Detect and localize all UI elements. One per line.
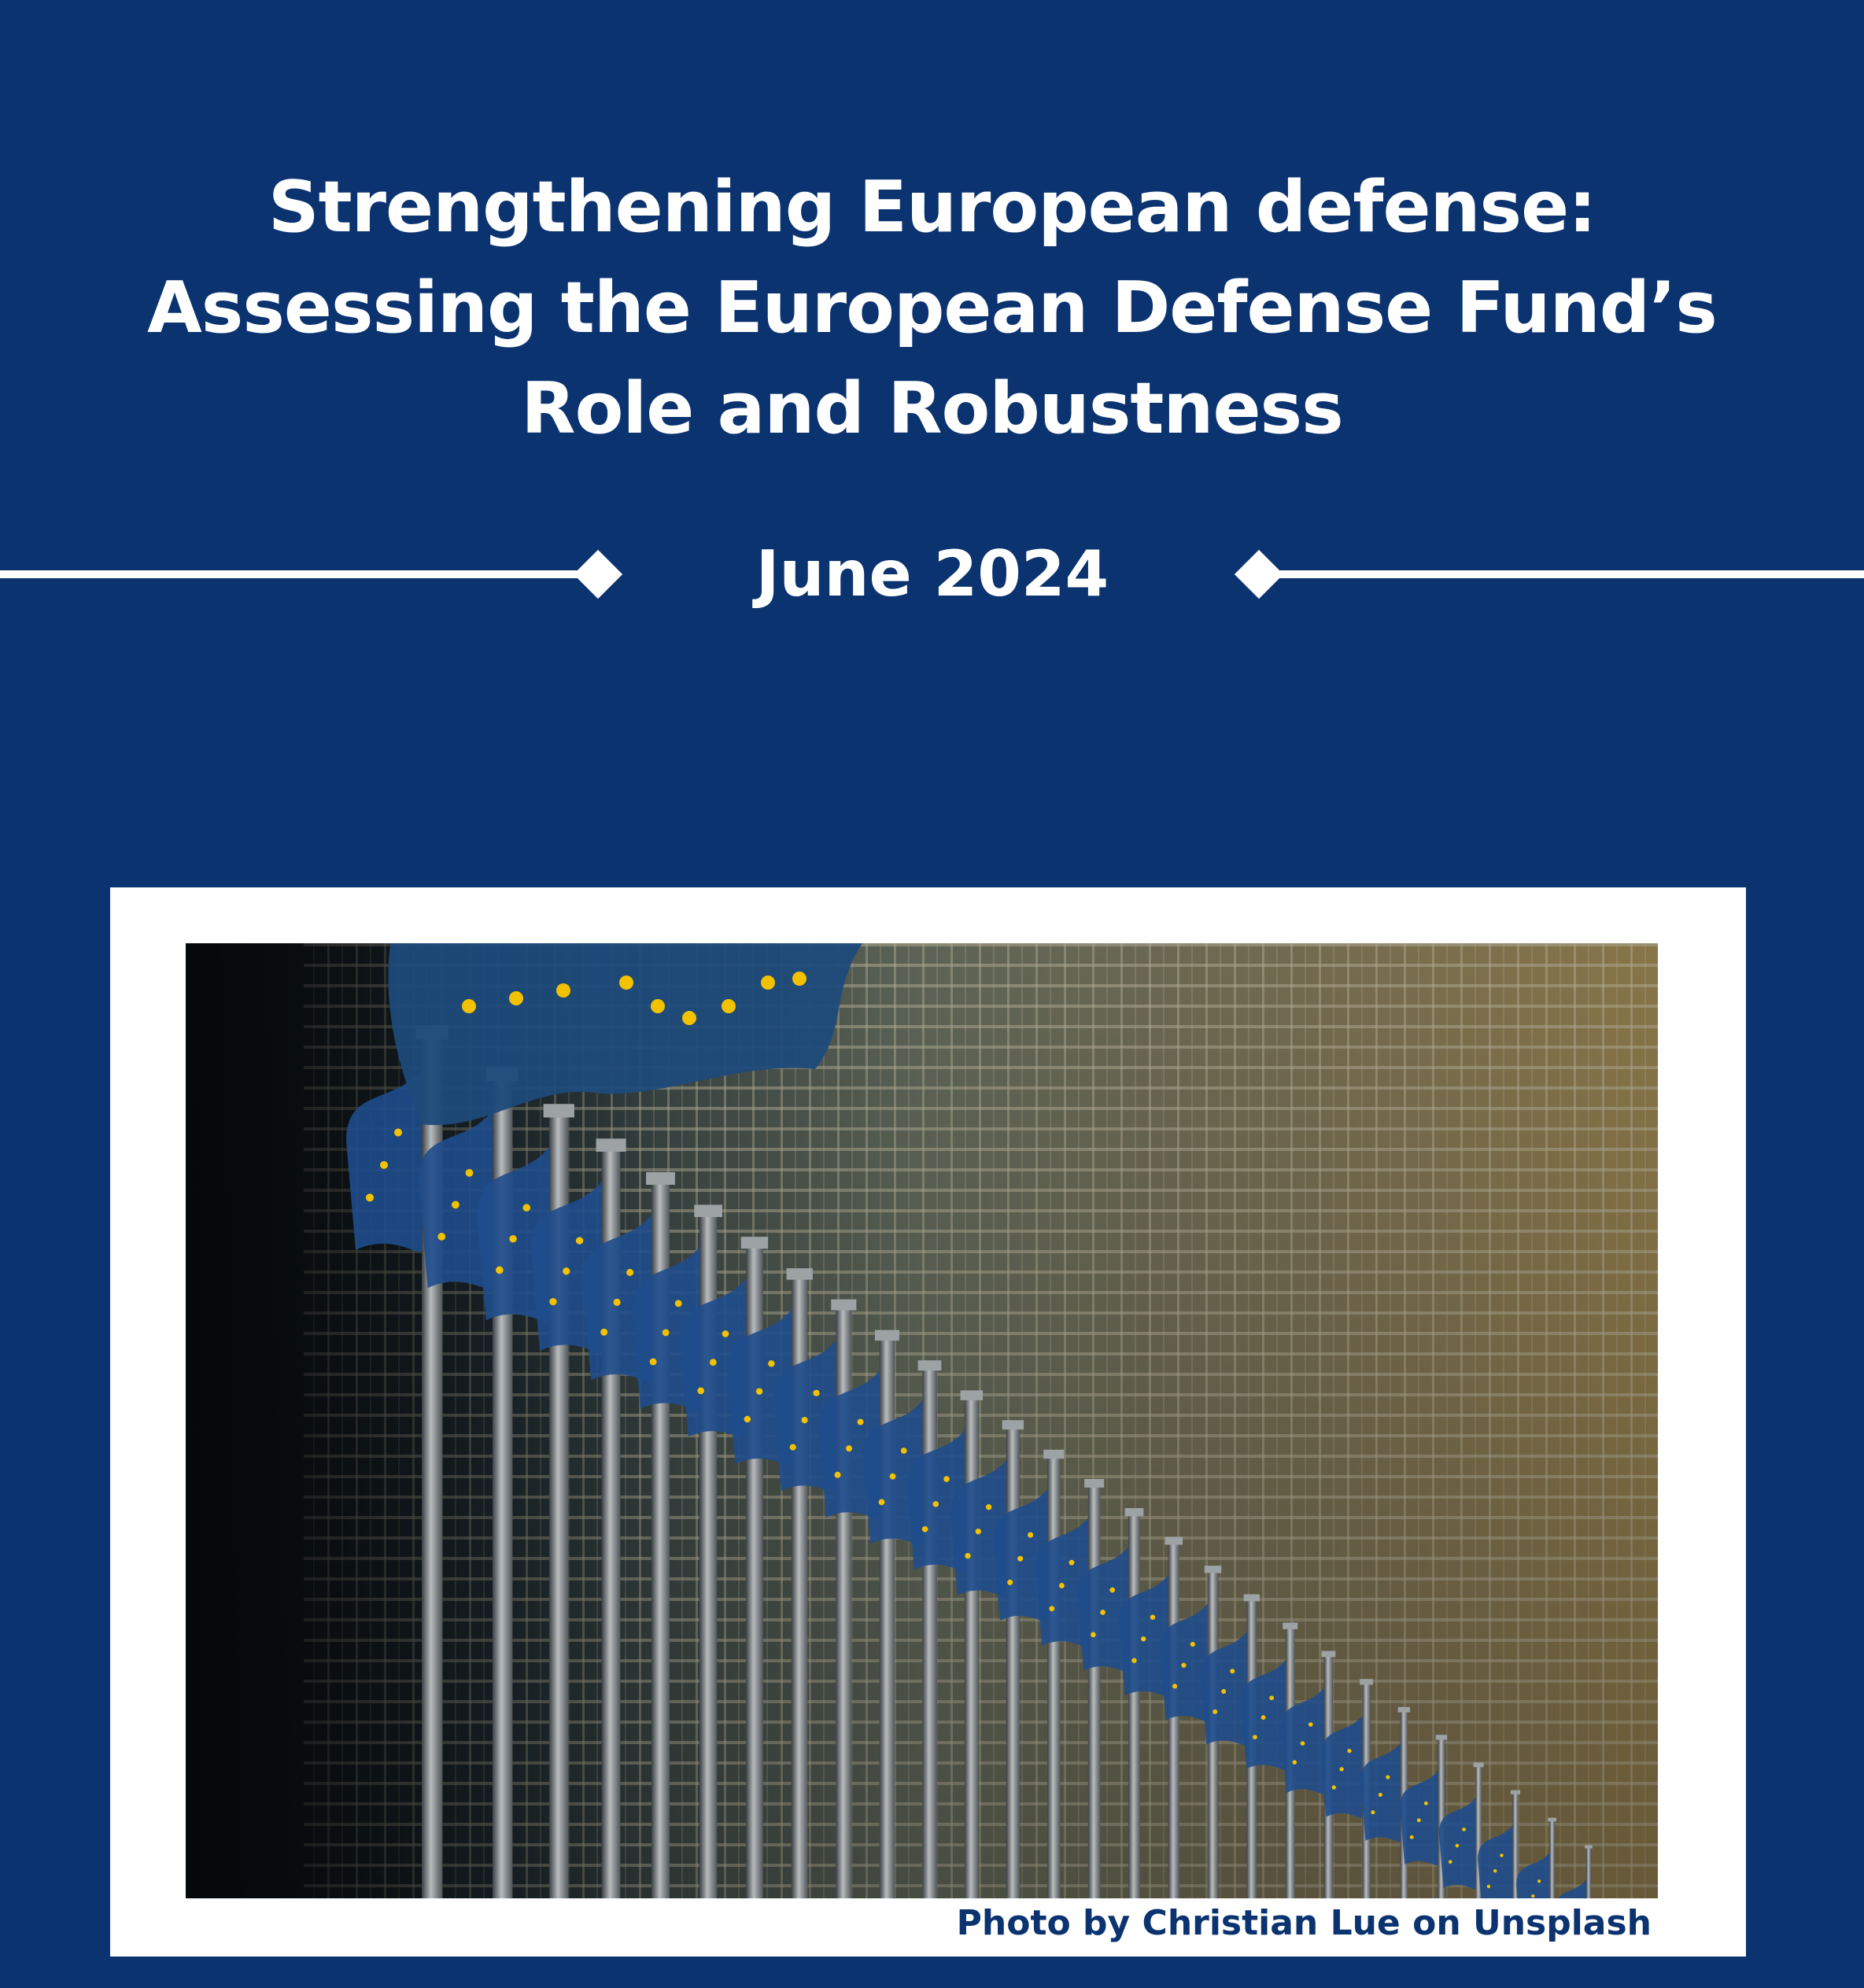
date-row: [0, 535, 1864, 614]
flag-star-icon: [682, 1011, 696, 1025]
flag-star-icon: [1131, 1658, 1136, 1663]
flag-pole-cap: [741, 1237, 768, 1248]
flag-star-icon: [366, 1193, 374, 1201]
flag-pole-cap: [544, 1104, 574, 1117]
flag-star-icon: [1410, 1835, 1414, 1839]
flag-star-icon: [722, 1330, 729, 1337]
flag-star-icon: [466, 1169, 474, 1177]
flag-star-icon: [1493, 1869, 1497, 1872]
flag-star-icon: [1007, 1580, 1013, 1585]
flag-star-icon: [790, 1444, 796, 1451]
flag-star-icon: [792, 972, 807, 986]
flag-pole-cap: [1548, 1818, 1556, 1822]
flag-star-icon: [1424, 1802, 1428, 1805]
flag-star-icon: [986, 1504, 991, 1510]
flag-pole-cap: [596, 1138, 626, 1152]
flag-pole-cap: [1398, 1707, 1411, 1713]
flag-star-icon: [1150, 1614, 1155, 1619]
flag-star-icon: [1017, 1556, 1023, 1562]
flag-star-icon: [1059, 1583, 1065, 1588]
flag-star-icon: [1449, 1860, 1452, 1864]
flag-pole-cap: [787, 1268, 813, 1280]
flag-star-icon: [1301, 1741, 1305, 1746]
flag-star-icon: [813, 1390, 819, 1396]
title-line-1: Strengthening European defense:: [268, 166, 1596, 249]
publication-date: June 2024: [755, 537, 1109, 610]
flag-pole-cap: [1474, 1762, 1484, 1767]
cover-photo: [186, 943, 1658, 1898]
flag-pole-cap: [875, 1330, 899, 1341]
flag-star-icon: [1500, 1853, 1503, 1857]
flag-star-icon: [965, 1553, 970, 1558]
flag-pole-cap: [1511, 1791, 1520, 1794]
flag-star-icon: [563, 1267, 570, 1274]
flag-star-icon: [549, 1298, 556, 1305]
flag-star-icon: [556, 983, 570, 998]
flag-star-icon: [858, 1419, 864, 1426]
flag-star-icon: [922, 1526, 928, 1532]
flag-star-icon: [675, 1300, 682, 1307]
flag-star-icon: [1230, 1669, 1235, 1673]
flag-star-icon: [1269, 1695, 1274, 1700]
flag-star-icon: [509, 1235, 517, 1243]
flag-star-icon: [697, 1387, 704, 1394]
flag-star-icon: [1190, 1642, 1195, 1647]
flag-star-icon: [1109, 1588, 1115, 1593]
right-divider-line: [1267, 570, 1864, 578]
flag-star-icon: [663, 1329, 670, 1336]
flag-star-icon: [509, 991, 523, 1005]
flag-pole: [1088, 1486, 1101, 1898]
flag-star-icon: [650, 1359, 657, 1366]
flag-star-icon: [1049, 1606, 1054, 1611]
flag-star-icon: [394, 1129, 402, 1137]
title-line-3: Role and Robustness: [521, 367, 1343, 450]
flag-star-icon: [1069, 1560, 1074, 1566]
flag-star-icon: [761, 976, 775, 990]
flag-star-icon: [722, 999, 736, 1013]
flag-star-icon: [1371, 1810, 1375, 1814]
flag-pole-cap: [1321, 1651, 1335, 1657]
flag-star-icon: [943, 1476, 950, 1482]
flag-pole-cap: [1084, 1479, 1104, 1488]
flag-pole-cap: [694, 1204, 722, 1217]
flag-star-icon: [1261, 1715, 1266, 1720]
flag-star-icon: [651, 999, 665, 1013]
flag-star-icon: [1339, 1767, 1343, 1771]
flag-star-icon: [1213, 1710, 1217, 1714]
flag-star-icon: [619, 976, 633, 990]
photo-credit: Photo by Christian Lue on Unsplash: [956, 1903, 1652, 1943]
flag-star-icon: [1332, 1785, 1336, 1789]
flag-pole-cap: [1002, 1420, 1024, 1429]
flag-star-icon: [1028, 1532, 1033, 1538]
flag-star-icon: [1462, 1828, 1466, 1831]
flag-pole-cap: [831, 1300, 856, 1311]
flag-star-icon: [1417, 1818, 1421, 1822]
flag-star-icon: [1172, 1684, 1177, 1688]
flag-star-icon: [801, 1417, 807, 1423]
flag-pole: [965, 1399, 979, 1898]
flag-star-icon: [1531, 1894, 1534, 1898]
flag-star-icon: [1487, 1885, 1490, 1888]
flag-pole-cap: [918, 1360, 942, 1370]
flag-star-icon: [1100, 1610, 1105, 1615]
flag-pole-cap: [1283, 1623, 1297, 1629]
flag-pole-cap: [1125, 1508, 1144, 1516]
flag-star-icon: [710, 1359, 717, 1366]
flag-star-icon: [744, 1416, 751, 1422]
flag-star-icon: [626, 1269, 633, 1276]
flag-star-icon: [462, 999, 476, 1013]
flag-star-icon: [835, 1472, 841, 1478]
flag-star-icon: [1253, 1735, 1257, 1739]
flag-star-icon: [1141, 1636, 1146, 1641]
flag-star-icon: [1347, 1749, 1351, 1753]
flag-star-icon: [452, 1201, 460, 1209]
flag-star-icon: [901, 1448, 907, 1454]
photo-frame: [110, 887, 1746, 1957]
flag-pole-cap: [1205, 1566, 1221, 1573]
eu-flags-photo-illustration: [186, 943, 1658, 1898]
flag-pole: [1549, 1821, 1555, 1898]
flag-star-icon: [614, 1299, 621, 1306]
flag-star-icon: [576, 1237, 583, 1244]
flag-pole-cap: [1043, 1450, 1064, 1459]
flag-star-icon: [879, 1499, 885, 1506]
flag-star-icon: [437, 1233, 445, 1241]
flag-pole-cap: [961, 1390, 984, 1400]
flag-pole: [1586, 1848, 1591, 1898]
report-title: [0, 157, 1864, 459]
flag-star-icon: [890, 1473, 896, 1480]
flag-pole-cap: [1585, 1845, 1593, 1848]
flag-star-icon: [1293, 1760, 1297, 1765]
flag-star-icon: [933, 1501, 939, 1507]
flag-star-icon: [1308, 1722, 1313, 1727]
flag-pole: [1168, 1544, 1179, 1898]
flag-pole: [1047, 1458, 1060, 1898]
flag-pole-cap: [1165, 1537, 1183, 1545]
flag-star-icon: [1386, 1775, 1390, 1779]
title-line-2: Assessing the European Defense Fund’s: [147, 267, 1717, 349]
flag-star-icon: [1221, 1689, 1226, 1694]
flag-star-icon: [1181, 1663, 1186, 1668]
flag-star-icon: [380, 1161, 388, 1169]
flag-star-icon: [1456, 1844, 1460, 1848]
left-diamond-icon: [574, 550, 622, 599]
flag-star-icon: [523, 1204, 531, 1212]
flag-star-icon: [756, 1388, 762, 1394]
flag-pole: [1128, 1515, 1140, 1898]
flag-star-icon: [1537, 1879, 1541, 1883]
flag-star-icon: [600, 1329, 607, 1336]
flag-star-icon: [1379, 1793, 1382, 1797]
flag-star-icon: [1091, 1632, 1096, 1638]
flag-pole-cap: [1244, 1594, 1260, 1601]
flag-star-icon: [976, 1529, 981, 1534]
left-divider-line: [0, 570, 582, 578]
flag-pole-cap: [646, 1172, 675, 1185]
flag-pole-cap: [1436, 1735, 1447, 1739]
flag-pole-cap: [1360, 1679, 1373, 1684]
flag-star-icon: [846, 1445, 852, 1451]
flag-star-icon: [496, 1267, 504, 1274]
flag-pole: [1006, 1428, 1020, 1898]
flag-star-icon: [768, 1360, 774, 1367]
flag-pole: [922, 1369, 937, 1898]
